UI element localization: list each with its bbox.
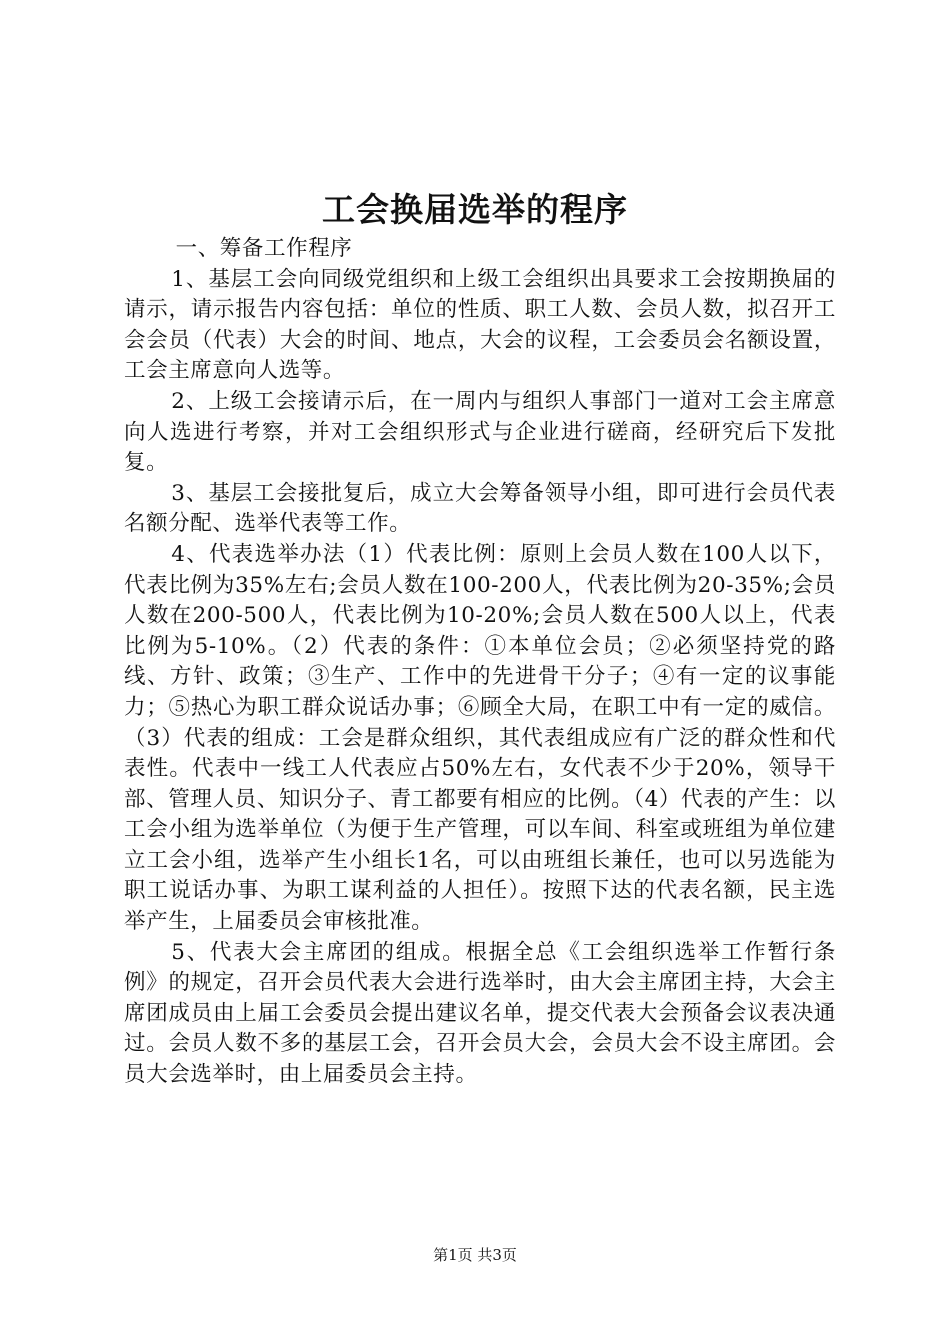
paragraph-4: 4、代表选举办法（1）代表比例：原则上会员人数在100人以下，代表比例为35%左右;会员人数在100-200人，代表比例为20-35%;会员人数在200-500人，代表比例为10-20%;会员人数在500人以上，代表比例为5-10%。（2）代表的条件：①本单位会员；②必须坚持党的路线、方针、政策；③生产、工作中的先进骨干分子；④有一定的议事能力；⑤热心为职工群众说话办事；⑥顾全大局，在职工中有一定的威信。（3）代表的组成：工会是群众组织，其代表组成应有广泛的群众性和代表性。代表中一线工人代表应占50%左右，女代表不少于20%，领导干部、管理人员、知识分子、青工都要有相应的比例。（4）代表的产生：以工会小组为选举单位（为便于生产管理，可以车间、科室或班组为单位建立工会小组，选举产生小组长1名，可以由班组长兼任，也可以另选能为职工说话办事、为职工谋利益的人担任）。按照下达的代表名额，民主选举产生，上届委员会审核批准。 <box>124 541 836 935</box>
paragraph-3: 3、基层工会接批复后，成立大会筹备领导小组，即可进行会员代表名额分配、选举代表等工作。 <box>124 480 836 537</box>
section-heading: 一、筹备工作程序 <box>175 236 353 261</box>
page-title: 工会换届选举的程序 <box>322 190 628 229</box>
paragraph-5: 5、代表大会主席团的组成。根据全总《工会组织选举工作暂行条例》的规定，召开会员代表大会进行选举时，由大会主席团主持，大会主席团成员由上届工会委员会提出建议名单，提交代表大会预备会议表决通过。会员人数不多的基层工会，召开会员大会，会员大会不设主席团。会员大会选举时，由上届委员会主持。 <box>124 939 836 1088</box>
document-body <box>124 234 836 1091</box>
page-number-footer: 第1页 共3页 <box>433 1246 517 1264</box>
paragraph-2: 2、上级工会接请示后，在一周内与组织人事部门一道对工会主席意向人选进行考察，并对工会组织形式与企业进行磋商，经研究后下发批复。 <box>124 388 836 476</box>
paragraph-1: 1、基层工会向同级党组织和上级工会组织出具要求工会按期换届的请示，请示报告内容包括：单位的性质、职工人数、会员人数，拟召开工会会员（代表）大会的时间、地点，大会的议程，工会委员会名额设置，工会主席意向人选等。 <box>124 266 836 384</box>
